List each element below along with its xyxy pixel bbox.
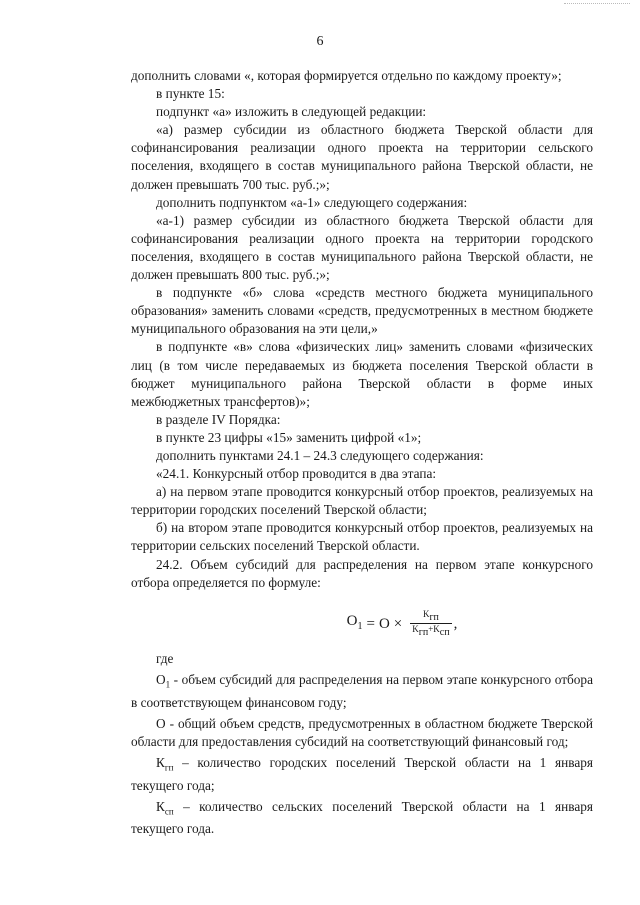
definition-ksp-text: – количество сельских поселений Тверской области на 1 января текущего года.: [131, 798, 593, 837]
paragraph-5: дополнить подпунктом «а-1» следующего содержания:: [156, 194, 468, 210]
formula-denominator: $K_{гп}+K_{сп}$: [412, 624, 450, 639]
formula: [131, 598, 593, 650]
formula-lhs: $O_1$: [346, 612, 363, 632]
document-body: [131, 67, 593, 839]
paragraph-13: а) на первом этапе проводится конкурсный отбор проектов, реализуемых на территории городских поселений Тверской области;: [131, 484, 593, 518]
paragraph-8: в подпункте «в» слова «физических лиц» заменить словами «физических лиц (в том числе передаваемых из бюджета поселения Тверской области в бюджет муниципального района Тверской области в форме иных межбюджетных трансфертов)»;: [131, 339, 593, 409]
paragraph-11: дополнить пунктами 24.1 – 24.3 следующего содержания:: [156, 447, 484, 463]
paragraph-9: в разделе IV Порядка:: [156, 411, 281, 427]
paragraph-3: подпункт «а» изложить в следующей редакции:: [156, 104, 427, 120]
paragraph-4: «а) размер субсидии из областного бюджета Тверской области для софинансирования реализации одного проекта на территории сельского поселения, входящего в состав муниципального района Тверской области, не должен превышать 700 тыс. руб.;»;: [131, 122, 593, 192]
formula-fraction: [410, 609, 451, 638]
paragraph-1: дополнить словами «, которая формируется отдельно по каждому проекту»;: [131, 68, 562, 83]
definition-ksp: [131, 798, 593, 839]
definition-ksp-symbol: $К_{сп}$: [156, 798, 174, 817]
definition-kgp-symbol: $К_{гп}$: [156, 754, 174, 773]
definition-o1-symbol: $O_1$: [156, 671, 171, 690]
paragraph-14: б) на втором этапе проводится конкурсный отбор проектов, реализуемых на территории сельских поселений Тверской области.: [131, 520, 593, 554]
formula-times: ×: [393, 615, 403, 632]
formula-total: O: [378, 615, 390, 632]
paragraph-10: в пункте 23 цифры «15» заменить цифрой «1»;: [156, 429, 422, 445]
scan-edge-mark: [564, 0, 630, 4]
definition-o: О - общий объем средств, предусмотренных в областном бюджете Тверской области для предоставления субсидий на соответствующий финансовый год;: [131, 715, 593, 749]
definition-o1: [131, 671, 593, 712]
paragraph-2: в пункте 15:: [156, 86, 225, 102]
definition-kgp-text: – количество городских поселений Тверской области на 1 января текущего года;: [131, 754, 593, 793]
paragraph-7: в подпункте «б» слова «средств местного бюджета муниципального образования» заменить словами «средств, предусмотренных в местном бюджете муниципального образования на эти цели,»: [131, 285, 593, 337]
formula-comma: ,: [453, 615, 458, 632]
paragraph-6: «а-1) размер субсидии из областного бюджета Тверской области для софинансирования реализации одного проекта на территории городского поселения, входящего в состав муниципального района Тверской области, не должен превышать 800 тыс. руб.;»;: [131, 212, 593, 283]
formula-numerator: $K_{гп}$: [422, 609, 439, 624]
definition-kgp: [131, 754, 593, 795]
paragraph-12: «24.1. Конкурсный отбор проводится в два этапа:: [156, 466, 437, 482]
paragraph-15: 24.2. Объем субсидий для распределения на первом этапе конкурсного отбора определяется по формуле:: [131, 556, 593, 590]
where-label: где: [156, 650, 174, 666]
formula-equals: =: [366, 615, 375, 632]
definition-o1-text: - объем субсидий для распределения на первом этапе конкурсного отбора в соответствующем финансовом году;: [131, 671, 593, 710]
page-number: 6: [316, 34, 324, 49]
